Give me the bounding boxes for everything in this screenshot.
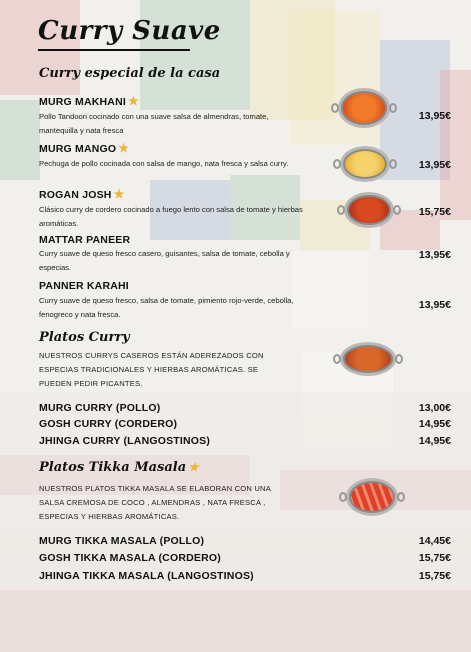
menu-item-price: 13,95€ xyxy=(418,110,451,122)
menu-item-price: 13,95€ xyxy=(418,159,451,171)
curry-dish-icon xyxy=(344,192,394,228)
menu-item-price: 15,75€ xyxy=(418,206,451,218)
menu-item-name: MURG MAKHANI ★ xyxy=(39,94,139,108)
section-title-especial: Curry especial de la casa xyxy=(39,66,221,81)
menu-item-name: MURG TIKKA MASALA (POLLO) xyxy=(39,535,205,547)
section-title-platos-curry: Platos Curry xyxy=(39,330,130,345)
page-title: Curry Suave xyxy=(38,16,221,46)
menu-item-name: GOSH TIKKA MASALA (CORDERO) xyxy=(39,552,221,564)
section-title-tikka: Platos Tikka Masala ★ xyxy=(39,460,199,475)
curry-dish-icon xyxy=(340,342,396,376)
menu-item-name: PANNER KARAHI xyxy=(39,280,129,292)
curry-dish-icon xyxy=(340,146,390,182)
curry-dish-icon xyxy=(338,88,390,128)
menu-item-description: Curry suave de queso fresco, salsa de tomate, pimiento rojo-verde, cebolla, fenogreco y nata fresca. xyxy=(39,296,294,319)
menu-item-price: 14,45€ xyxy=(418,535,451,547)
section-description-tikka: NUESTROS PLATOS TIKKA MASALA SE ELABORAN CON UNA SALSA CREMOSA DE COCO , ALMENDRAS , NATA FRESCA , ESPECIAS Y HIERBAS AROMÁTICAS. xyxy=(39,484,271,521)
menu-item-name: JHINGA CURRY (LANGOSTINOS) xyxy=(39,435,211,447)
menu-item-name: JHINGA TIKKA MASALA (LANGOSTINOS) xyxy=(39,570,254,582)
menu-item-price: 13,00€ xyxy=(418,402,451,414)
star-icon: ★ xyxy=(113,187,125,201)
menu-item-price: 15,75€ xyxy=(418,552,451,564)
menu-item-price: 14,95€ xyxy=(418,435,451,447)
menu-item-name: MURG CURRY (POLLO) xyxy=(39,402,161,414)
menu-item-description: Pollo Tandoori cocinado con una suave salsa de almendras, tomate, mantequilla y nata fresca xyxy=(39,112,269,135)
menu-item-price: 14,95€ xyxy=(418,418,451,430)
menu-item-description: Curry suave de queso fresco casero, guisantes, salsa de tomate, cebolla y especias. xyxy=(39,249,290,272)
menu-item-description: Pechuga de pollo cocinada con salsa de mango, nata fresca y salsa curry. xyxy=(39,159,289,168)
star-icon: ★ xyxy=(118,141,130,155)
star-icon: ★ xyxy=(127,94,139,108)
menu-item-name: GOSH CURRY (CORDERO) xyxy=(39,418,178,430)
star-icon: ★ xyxy=(188,460,199,474)
menu-item-description: Clásico curry de cordero cocinado a fuego lento con salsa de tomate y hierbas aromáticas. xyxy=(39,205,303,228)
menu-item-name: MATTAR PANEER xyxy=(39,234,131,246)
curry-dish-icon xyxy=(346,478,398,516)
section-description-platos-curry: NUESTROS CURRYS CASEROS ESTÁN ADEREZADOS CON ESPECIAS TRADICIONALES Y HIERBAS AROMÁTICAS. SE PUEDEN PEDIR PICANTES. xyxy=(39,351,264,388)
menu-item-price: 13,95€ xyxy=(418,299,451,311)
menu-item-name: MURG MANGO ★ xyxy=(39,141,130,155)
menu-item-price: 13,95€ xyxy=(418,249,451,261)
menu-item-name: ROGAN JOSH ★ xyxy=(39,187,125,201)
menu-item-price: 15,75€ xyxy=(418,570,451,582)
title-underline xyxy=(38,49,190,51)
